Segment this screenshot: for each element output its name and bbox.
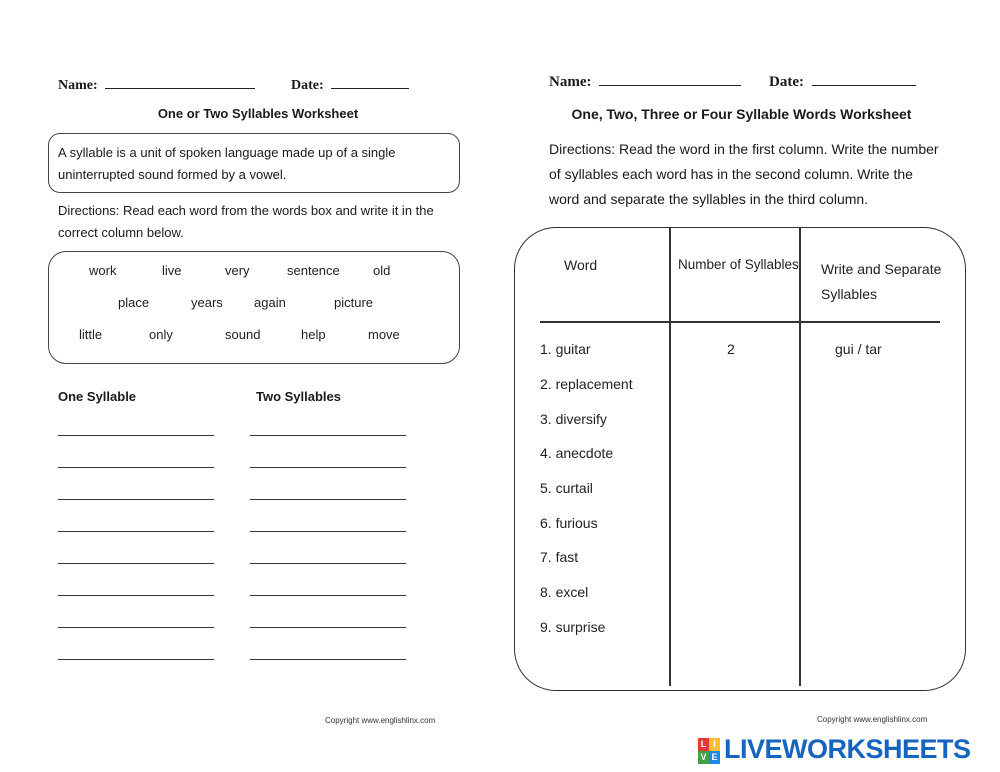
table-row-word: 2. replacement xyxy=(540,376,633,392)
left-name-row xyxy=(58,74,255,94)
left-date-row xyxy=(291,74,409,94)
logo-letter-e: E xyxy=(709,751,720,764)
left-date-blank[interactable] xyxy=(331,74,409,89)
one-syllable-answer-line[interactable] xyxy=(58,467,214,468)
two-syllables-header: Two Syllables xyxy=(256,389,342,404)
right-name-row xyxy=(549,71,741,91)
two-syllables-answer-line[interactable] xyxy=(250,435,406,436)
two-syllables-answer-line[interactable] xyxy=(250,659,406,660)
word-box-item: sound xyxy=(225,327,261,342)
word-box-item: picture xyxy=(334,295,374,310)
right-date-row xyxy=(769,71,916,91)
word-box-item: years xyxy=(191,295,223,310)
word-box-item: move xyxy=(368,327,400,342)
logo-letter-v: V xyxy=(698,751,709,764)
word-box-item: help xyxy=(301,327,326,342)
right-date-label: Date: xyxy=(769,74,804,90)
two-syllables-answer-line[interactable] xyxy=(250,627,406,628)
word-box-item: very xyxy=(225,263,250,278)
two-syllables-answer-line[interactable] xyxy=(250,595,406,596)
logo-letter-l: L xyxy=(698,738,709,751)
one-syllable-header: One Syllable xyxy=(58,389,137,404)
right-copyright: Copyright www.englishlinx.com xyxy=(817,715,928,724)
left-directions: Directions: Read each word from the words box and write it in the correct column below. xyxy=(58,203,434,240)
left-date-label: Date: xyxy=(291,78,324,93)
table-row-word: 7. fast xyxy=(540,549,579,565)
right-name-blank[interactable] xyxy=(599,71,741,86)
table-row-separated[interactable]: gui / tar xyxy=(835,341,882,357)
table-row-word: 9. surprise xyxy=(540,619,606,635)
left-copyright: Copyright www.englishlinx.com xyxy=(325,716,436,725)
left-title: One or Two Syllables Worksheet xyxy=(157,106,359,121)
table-header-separate: Write and Separate Syllables xyxy=(821,261,942,302)
liveworksheets-logo-text: LIVEWORKSHEETS xyxy=(724,734,971,764)
two-syllables-answer-line[interactable] xyxy=(250,467,406,468)
left-name-label: Name: xyxy=(58,78,98,93)
one-syllable-answer-line[interactable] xyxy=(58,563,214,564)
table-column-divider xyxy=(799,228,801,686)
right-date-blank[interactable] xyxy=(812,71,916,86)
table-column-divider xyxy=(669,228,671,686)
logo-letter-i: I xyxy=(709,738,720,751)
one-syllable-answer-line[interactable] xyxy=(58,499,214,500)
one-syllable-answer-line[interactable] xyxy=(58,435,214,436)
right-directions: Directions: Read the word in the first column. Write the number of syllables each word has in the second column. Write the word and separate the syllables in the third column. xyxy=(549,141,939,207)
word-box-item: old xyxy=(373,263,391,278)
word-box-item: little xyxy=(79,327,103,342)
table-header-word: Word xyxy=(564,257,598,273)
table-row-word: 6. furious xyxy=(540,515,598,531)
table-header-number: Number of Syllables xyxy=(678,257,799,272)
two-syllables-answer-line[interactable] xyxy=(250,531,406,532)
definition-box xyxy=(48,133,460,193)
right-name-label: Name: xyxy=(549,74,592,90)
word-box-item: work xyxy=(89,263,117,278)
word-box-item: sentence xyxy=(287,263,340,278)
one-syllable-answer-line[interactable] xyxy=(58,595,214,596)
table-row-word: 4. anecdote xyxy=(540,445,614,461)
one-syllable-answer-line[interactable] xyxy=(58,659,214,660)
table-row-word: 1. guitar xyxy=(540,341,591,357)
left-name-blank[interactable] xyxy=(105,74,255,89)
one-syllable-answer-line[interactable] xyxy=(58,627,214,628)
two-syllables-answer-line[interactable] xyxy=(250,499,406,500)
word-box-item: place xyxy=(118,295,150,310)
word-box-item: only xyxy=(149,327,173,342)
word-box-item: again xyxy=(254,295,286,310)
one-syllable-answer-line[interactable] xyxy=(58,531,214,532)
table-row-word: 5. curtail xyxy=(540,480,593,496)
table-row-word: 8. excel xyxy=(540,584,589,600)
table-row-count[interactable]: 2 xyxy=(727,341,735,357)
two-syllables-answer-line[interactable] xyxy=(250,563,406,564)
definition-text: A syllable is a unit of spoken language made up of a single uninterrupted sound formed by a vowel. xyxy=(58,145,396,182)
liveworksheets-logo-icon xyxy=(698,738,720,764)
word-box-item: live xyxy=(162,263,182,278)
table-header-divider xyxy=(540,321,940,323)
right-title: One, Two, Three or Four Syllable Words Worksheet xyxy=(571,106,912,122)
table-row-word: 3. diversify xyxy=(540,411,607,427)
